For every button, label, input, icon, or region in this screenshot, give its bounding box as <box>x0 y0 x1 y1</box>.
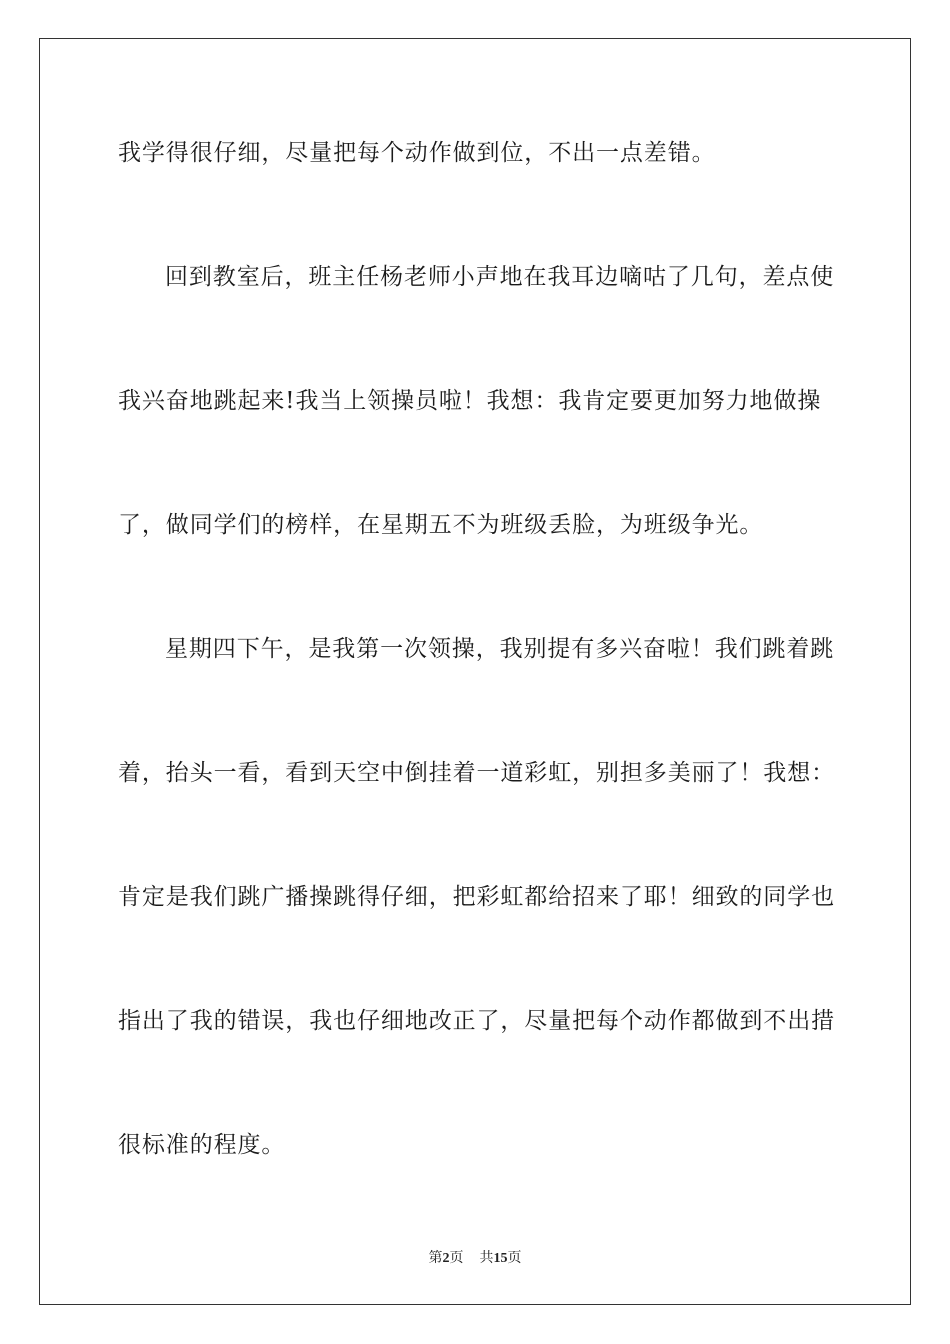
page-footer <box>0 1247 950 1267</box>
paragraph-line-9: 很标准的程度。 <box>118 1132 286 1158</box>
page-number: 2 <box>442 1251 450 1266</box>
paragraph-line-4: 了，做同学们的榜样，在星期五不为班级丢脸，为班级争光。 <box>118 512 764 538</box>
paragraph-line-8: 指出了我的错误，我也仔细地改正了，尽量把每个动作都做到不出措 <box>118 1008 835 1034</box>
paragraph-line-1: 我学得很仔细，尽量把每个动作做到位，不出一点差错。 <box>118 140 716 166</box>
total-suffix: 页 <box>507 1251 522 1266</box>
paragraph-line-3: 我兴奋地跳起来!我当上领操员啦！我想：我肯定要更加努力地做操 <box>118 388 822 414</box>
total-prefix: 共 <box>479 1251 494 1266</box>
paragraph-line-7: 肯定是我们跳广播操跳得仔细，把彩虹都给招来了耶！细致的同学也 <box>118 884 835 910</box>
paragraph-line-5: 星期四下午，是我第一次领操，我别提有多兴奋啦！我们跳着跳 <box>165 636 835 662</box>
page-frame <box>39 38 911 1305</box>
page-prefix: 第 <box>428 1251 443 1266</box>
page-suffix: 页 <box>449 1251 464 1266</box>
paragraph-line-2: 回到教室后，班主任杨老师小声地在我耳边嘀咕了几句，差点使 <box>165 264 835 290</box>
total-pages: 15 <box>493 1251 508 1266</box>
paragraph-line-6: 着，抬头一看，看到天空中倒挂着一道彩虹，别担多美丽了！我想： <box>118 760 835 786</box>
